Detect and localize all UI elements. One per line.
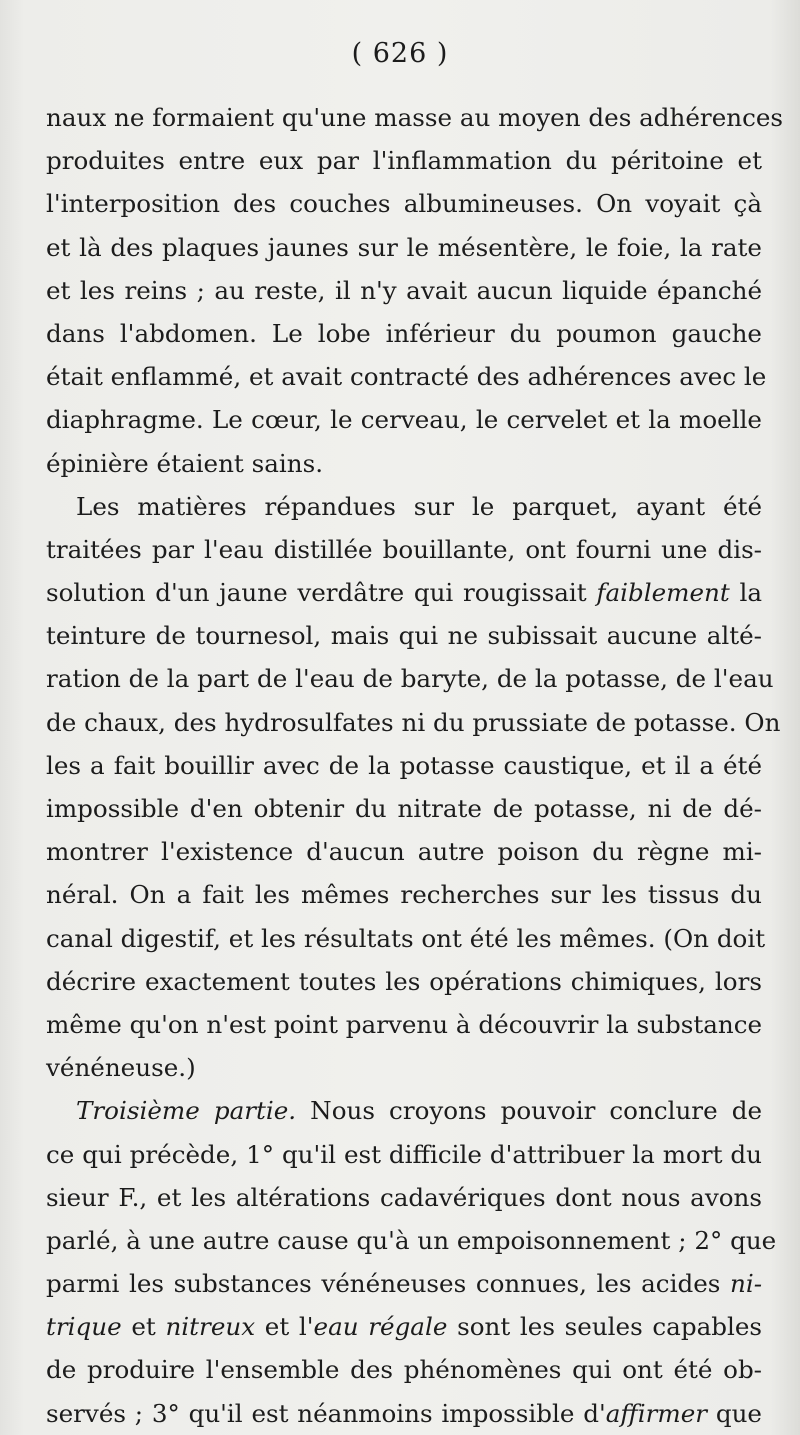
text-line: Les matières répandues sur le parquet, ayant été: [76, 491, 762, 521]
text-line: ce qui précède, 1° qu'il est difficile d'attribuer la mort du: [46, 1139, 762, 1169]
text-run: parmi les substances vénéneuses connues, les acides: [46, 1269, 730, 1299]
text-line: décrire exactement toutes les opérations chimiques, lors: [46, 966, 762, 996]
text-line: [46, 1392, 762, 1435]
text-line: canal digestif, et les résultats ont été les mêmes. (On doit: [46, 923, 766, 953]
text-line: traitées par l'eau distillée bouillante, ont fourni une dis-: [46, 534, 762, 564]
italic-text: affirmer: [605, 1398, 708, 1428]
text-line: naux ne formaient qu'une masse au moyen des adhérences: [46, 103, 784, 132]
text-line: de chaux, des hydrosulfates ni du prussiate de potasse. On: [46, 707, 781, 737]
text-line: les a fait bouillir avec de la potasse caustique, et il a été: [46, 750, 762, 780]
italic-text: nitreux: [165, 1312, 256, 1342]
text-line: parlé, à une autre cause qu'à un empoisonnement ; 2° que: [46, 1225, 777, 1255]
text-run: solution d'un jaune verdâtre qui rougissait: [46, 578, 597, 608]
text-line: l'interposition des couches albumineuses. On voyait çà: [46, 189, 762, 219]
text-line: de produire l'ensemble des phénomènes qui ont été ob-: [46, 1355, 762, 1385]
text-line: produites entre eux par l'inflammation du péritoine et: [46, 146, 762, 176]
text-run: et l': [255, 1312, 314, 1342]
section-heading: Troisième partie.: [76, 1096, 297, 1126]
text-line: néral. On a fait les mêmes recherches sur les tissus du: [46, 880, 762, 910]
text-run: Nous croyons pouvoir conclure de: [296, 1096, 762, 1126]
italic-text: eau régale: [313, 1312, 448, 1342]
text-line: et là des plaques jaunes sur le mésentère, le foie, la rate: [46, 232, 762, 262]
text-line: montrer l'existence d'aucun autre poison du règne mi-: [46, 837, 762, 867]
text-line: [46, 1305, 762, 1348]
text-line: dans l'abdomen. Le lobe inférieur du poumon gauche: [46, 318, 762, 348]
text-run: et: [121, 1312, 166, 1342]
text-line: impossible d'en obtenir du nitrate de potasse, ni de dé-: [46, 794, 762, 823]
italic-text: faiblement: [596, 578, 730, 608]
page-number: ( 626 ): [351, 38, 449, 69]
text-run: la: [729, 578, 762, 608]
text-line: teinture de tournesol, mais qui ne subissait aucune alté-: [46, 621, 762, 651]
text-line: [46, 1089, 762, 1132]
text-line: épinière étaient sains.: [46, 448, 324, 478]
text-run: servés ; 3° qu'il est néanmoins impossible d': [46, 1398, 606, 1428]
italic-text: trique: [46, 1312, 122, 1342]
text-line: était enflammé, et avait contracté des adhérences avec le: [46, 362, 767, 392]
body-text: [46, 96, 784, 1435]
text-line: [46, 571, 762, 614]
text-line: [46, 1262, 762, 1305]
text-line: diaphragme. Le cœur, le cerveau, le cervelet et la moelle: [46, 405, 762, 435]
text-line: sieur F., et les altérations cadavériques dont nous avons: [46, 1182, 762, 1212]
text-line: ration de la part de l'eau de baryte, de la potasse, de l'eau: [46, 664, 774, 694]
text-line: vénéneuse.): [46, 1053, 196, 1083]
italic-text: ni-: [729, 1269, 762, 1299]
text-run: sont les seules capables: [447, 1312, 763, 1342]
text-line: même qu'on n'est point parvenu à découvrir la substance: [46, 1009, 763, 1039]
text-line: et les reins ; au reste, il n'y avait aucun liquide épanché: [46, 275, 762, 305]
text-run: que: [707, 1398, 762, 1428]
